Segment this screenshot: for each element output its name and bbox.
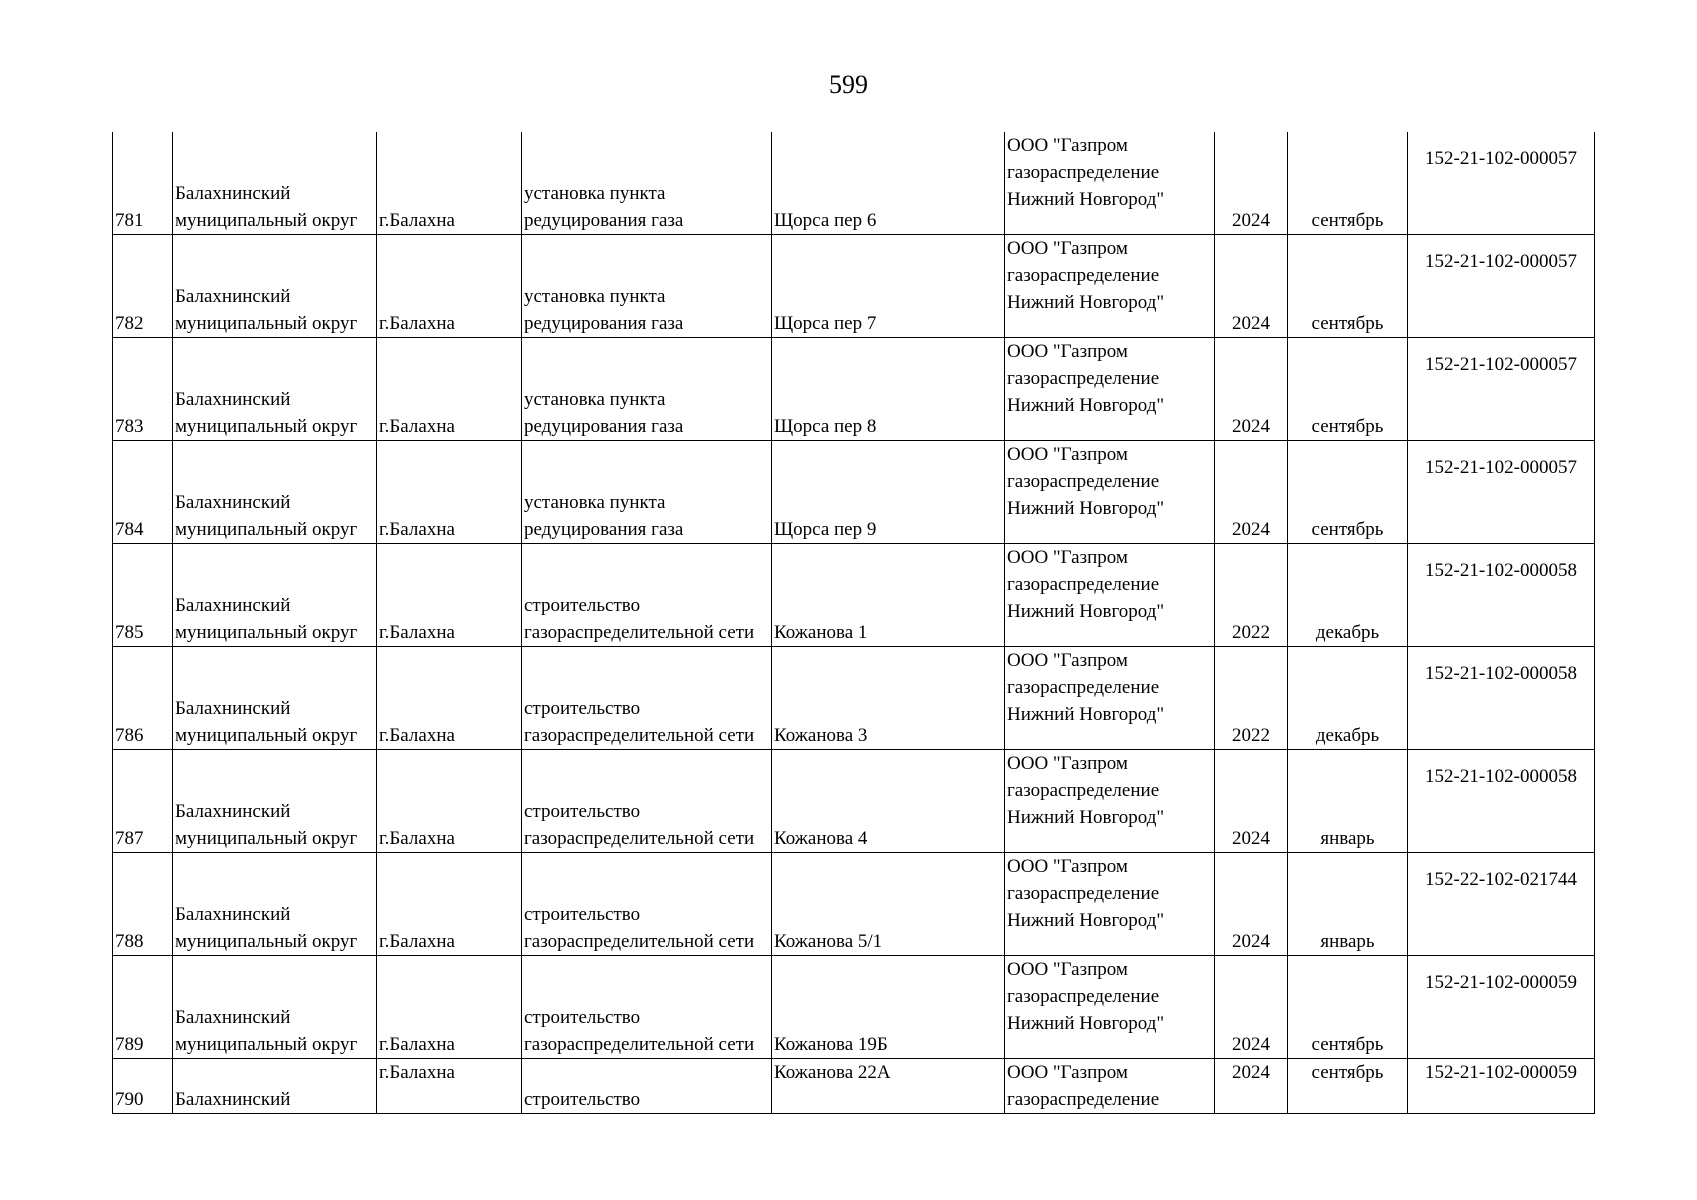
organization-cell-text: газораспределение [1007,1089,1160,1110]
address-cell-text: Щорса пер 6 [774,210,877,231]
work-type-cell-text: строительство [524,801,641,822]
district-cell-text: муниципальный округ [175,931,358,952]
organization-cell-text: Нижний Новгород" [1007,498,1165,519]
organization-cell [1005,750,1215,853]
code-cell-text: 152-21-102-000057 [1425,250,1577,272]
month-cell [1288,235,1408,338]
table-row [113,235,1595,338]
work-type-cell-text: газораспределительной сети [524,931,755,952]
district-cell [173,441,377,544]
row-number [113,441,173,544]
year-cell [1215,1059,1288,1114]
year-cell-text: 2024 [1232,931,1270,952]
city-cell-text: г.Балахна [379,828,455,849]
year-cell [1215,338,1288,441]
district-cell-text: Балахнинский [175,183,291,204]
work-type-cell-text: строительство [524,698,641,719]
district-cell-text: Балахнинский [175,389,291,410]
table-body [113,132,1595,1114]
address-cell-text: Щорса пер 9 [774,519,877,540]
city-cell-text: г.Балахна [379,1034,455,1055]
organization-cell [1005,853,1215,956]
work-type-cell [522,647,772,750]
work-type-cell-text: газораспределительной сети [524,1034,755,1055]
organization-cell [1005,956,1215,1059]
month-cell [1288,1059,1408,1114]
district-cell [173,956,377,1059]
address-cell-text: Щорса пер 8 [774,416,877,437]
work-type-cell [522,956,772,1059]
organization-cell-text: Нижний Новгород" [1007,601,1165,622]
code-cell [1408,1059,1595,1114]
code-cell [1408,132,1595,235]
organization-cell-text: газораспределение [1007,368,1160,389]
work-type-cell-text: редуцирования газа [524,313,684,334]
table-row [113,750,1595,853]
organization-cell-text: ООО "Газпром [1007,650,1128,671]
district-cell-text: муниципальный округ [175,828,358,849]
month-cell [1288,544,1408,647]
year-cell-text: 2024 [1232,416,1270,437]
organization-cell-text: газораспределение [1007,162,1160,183]
row-number-text: 784 [115,519,144,540]
organization-cell-text: ООО "Газпром [1007,856,1128,877]
organization-cell-text: ООО "Газпром [1007,959,1128,980]
code-cell-text: 152-21-102-000057 [1425,147,1577,169]
district-cell-text: Балахнинский [175,904,291,925]
address-cell [772,132,1005,235]
work-type-cell-text: редуцирования газа [524,210,684,231]
organization-cell-text: ООО "Газпром [1007,444,1128,465]
address-cell-text: Кожанова 19Б [774,1034,888,1055]
address-cell [772,750,1005,853]
row-number-text: 783 [115,416,144,437]
address-cell [772,647,1005,750]
code-cell-text: 152-21-102-000058 [1425,559,1577,581]
organization-cell [1005,647,1215,750]
work-type-cell [522,235,772,338]
district-cell [173,132,377,235]
organization-cell [1005,544,1215,647]
work-type-cell-text: установка пункта [524,183,666,204]
address-cell [772,441,1005,544]
district-cell-text: муниципальный округ [175,313,358,334]
organization-cell-text: Нижний Новгород" [1007,1013,1165,1034]
code-cell-text: 152-21-102-000059 [1425,971,1577,993]
work-type-cell [522,1059,772,1114]
code-cell [1408,235,1595,338]
code-cell [1408,853,1595,956]
work-type-cell-text: строительство [524,904,641,925]
code-cell-text: 152-21-102-000058 [1425,662,1577,684]
page-number: 599 [829,70,868,99]
district-cell-text: муниципальный округ [175,1034,358,1055]
table-row [113,544,1595,647]
row-number-text: 790 [115,1089,144,1110]
organization-cell-text: Нижний Новгород" [1007,910,1165,931]
city-cell [377,544,522,647]
year-cell-text: 2024 [1232,828,1270,849]
city-cell-text: г.Балахна [379,416,455,437]
month-cell [1288,441,1408,544]
year-cell [1215,441,1288,544]
district-cell [173,544,377,647]
month-cell [1288,647,1408,750]
organization-cell-text: Нижний Новгород" [1007,189,1165,210]
work-type-cell-text: строительство [524,595,641,616]
address-cell [772,338,1005,441]
city-cell-text: г.Балахна [379,622,455,643]
work-type-cell [522,338,772,441]
city-cell [377,235,522,338]
row-number [113,235,173,338]
work-type-cell [522,132,772,235]
district-cell [173,853,377,956]
organization-cell-text: ООО "Газпром [1007,341,1128,362]
row-number [113,853,173,956]
year-cell [1215,750,1288,853]
work-type-cell [522,853,772,956]
code-cell [1408,544,1595,647]
work-type-cell-text: газораспределительной сети [524,828,755,849]
address-cell-text: Щорса пер 7 [774,313,877,334]
work-type-cell-text: газораспределительной сети [524,725,755,746]
row-number-text: 786 [115,725,144,746]
organization-cell-text: газораспределение [1007,471,1160,492]
table-row [113,132,1595,235]
work-type-cell [522,441,772,544]
organization-cell-text: газораспределение [1007,574,1160,595]
month-cell-text: сентябрь [1311,519,1384,540]
district-cell-text: Балахнинский [175,698,291,719]
district-cell-text: Балахнинский [175,595,291,616]
work-type-cell-text: установка пункта [524,286,666,307]
month-cell-text: сентябрь [1311,416,1384,437]
organization-cell-text: ООО "Газпром [1007,547,1128,568]
organization-cell [1005,132,1215,235]
row-number-text: 785 [115,622,144,643]
month-cell-text: январь [1320,931,1375,952]
gas-works-table [112,132,1595,1114]
year-cell-text: 2022 [1232,725,1270,746]
city-cell-text: г.Балахна [379,210,455,231]
year-cell [1215,853,1288,956]
table-row [113,1059,1595,1114]
row-number [113,544,173,647]
row-number-text: 788 [115,931,144,952]
table-row [113,338,1595,441]
district-cell [173,1059,377,1114]
year-cell-text: 2024 [1232,210,1270,231]
city-cell [377,956,522,1059]
work-type-cell-text: установка пункта [524,389,666,410]
organization-cell-text: газораспределение [1007,883,1160,904]
address-cell-text: Кожанова 1 [774,622,868,643]
city-cell [377,750,522,853]
year-cell-text: 2022 [1232,622,1270,643]
code-cell-text: 152-21-102-000057 [1425,353,1577,375]
organization-cell-text: газораспределение [1007,677,1160,698]
row-number [113,338,173,441]
month-cell [1288,853,1408,956]
organization-cell [1005,338,1215,441]
district-cell-text: Балахнинский [175,286,291,307]
code-cell [1408,441,1595,544]
district-cell-text: муниципальный округ [175,210,358,231]
organization-cell-text: газораспределение [1007,265,1160,286]
city-cell [377,338,522,441]
table-row [113,441,1595,544]
organization-cell-text: ООО "Газпром [1007,238,1128,259]
year-cell-text: 2024 [1232,1034,1270,1055]
work-type-cell-text: редуцирования газа [524,519,684,540]
month-cell-text: январь [1320,828,1375,849]
year-cell-text: 2024 [1232,519,1270,540]
organization-cell [1005,235,1215,338]
row-number-text: 781 [115,210,144,231]
row-number-text: 787 [115,828,144,849]
month-cell-text: декабрь [1315,622,1380,643]
work-type-cell-text: редуцирования газа [524,416,684,437]
address-cell [772,956,1005,1059]
district-cell-text: муниципальный округ [175,622,358,643]
table-row [113,956,1595,1059]
city-cell-text: г.Балахна [379,313,455,334]
month-cell-text: сентябрь [1311,210,1384,231]
city-cell [377,441,522,544]
month-cell [1288,956,1408,1059]
code-cell-text: 152-21-102-000058 [1425,765,1577,787]
month-cell-text: сентябрь [1311,313,1384,334]
row-number [113,1059,173,1114]
city-cell [377,132,522,235]
address-cell-text: Кожанова 5/1 [774,931,883,952]
work-type-cell [522,544,772,647]
work-type-cell [522,750,772,853]
district-cell-text: муниципальный округ [175,519,358,540]
organization-cell [1005,441,1215,544]
district-cell [173,338,377,441]
month-cell [1288,338,1408,441]
row-number-text: 789 [115,1034,144,1055]
month-cell-text: декабрь [1315,725,1380,746]
organization-cell-text: газораспределение [1007,780,1160,801]
district-cell [173,647,377,750]
organization-cell-text: ООО "Газпром [1007,1062,1128,1083]
month-cell-text: сентябрь [1311,1062,1384,1083]
year-cell [1215,235,1288,338]
code-cell [1408,750,1595,853]
address-cell [772,235,1005,338]
city-cell-text: г.Балахна [379,725,455,746]
row-number-text: 782 [115,313,144,334]
address-cell [772,1059,1005,1114]
organization-cell-text: Нижний Новгород" [1007,292,1165,313]
work-type-cell-text: строительство [524,1007,641,1028]
district-cell [173,750,377,853]
address-cell [772,544,1005,647]
district-cell-text: муниципальный округ [175,416,358,437]
city-cell-text: г.Балахна [379,931,455,952]
work-type-cell-text: установка пункта [524,492,666,513]
year-cell [1215,956,1288,1059]
organization-cell-text: ООО "Газпром [1007,135,1128,156]
row-number [113,750,173,853]
table-row [113,647,1595,750]
code-cell-text: 152-21-102-000059 [1425,1062,1577,1083]
code-cell-text: 152-22-102-021744 [1425,868,1577,890]
organization-cell-text: ООО "Газпром [1007,753,1128,774]
organization-cell [1005,1059,1215,1114]
city-cell-text: г.Балахна [379,1062,455,1083]
district-cell [173,235,377,338]
city-cell [377,1059,522,1114]
row-number [113,132,173,235]
code-cell [1408,647,1595,750]
table-row [113,853,1595,956]
district-cell-text: Балахнинский [175,492,291,513]
district-cell-text: Балахнинский [175,801,291,822]
row-number [113,647,173,750]
city-cell [377,853,522,956]
district-cell-text: Балахнинский [175,1007,291,1028]
work-type-cell-text: строительство [524,1089,641,1110]
organization-cell-text: Нижний Новгород" [1007,395,1165,416]
organization-cell-text: газораспределение [1007,986,1160,1007]
district-cell-text: муниципальный округ [175,725,358,746]
row-number [113,956,173,1059]
work-type-cell-text: газораспределительной сети [524,622,755,643]
organization-cell-text: Нижний Новгород" [1007,807,1165,828]
address-cell-text: Кожанова 4 [774,828,868,849]
code-cell [1408,338,1595,441]
city-cell [377,647,522,750]
month-cell [1288,132,1408,235]
month-cell [1288,750,1408,853]
year-cell [1215,647,1288,750]
month-cell-text: сентябрь [1311,1034,1384,1055]
year-cell-text: 2024 [1232,313,1270,334]
year-cell [1215,544,1288,647]
year-cell-text: 2024 [1232,1062,1270,1083]
city-cell-text: г.Балахна [379,519,455,540]
address-cell-text: Кожанова 3 [774,725,868,746]
year-cell [1215,132,1288,235]
code-cell-text: 152-21-102-000057 [1425,456,1577,478]
organization-cell-text: Нижний Новгород" [1007,704,1165,725]
address-cell-text: Кожанова 22А [774,1062,891,1083]
district-cell-text: Балахнинский [175,1089,291,1110]
address-cell [772,853,1005,956]
code-cell [1408,956,1595,1059]
